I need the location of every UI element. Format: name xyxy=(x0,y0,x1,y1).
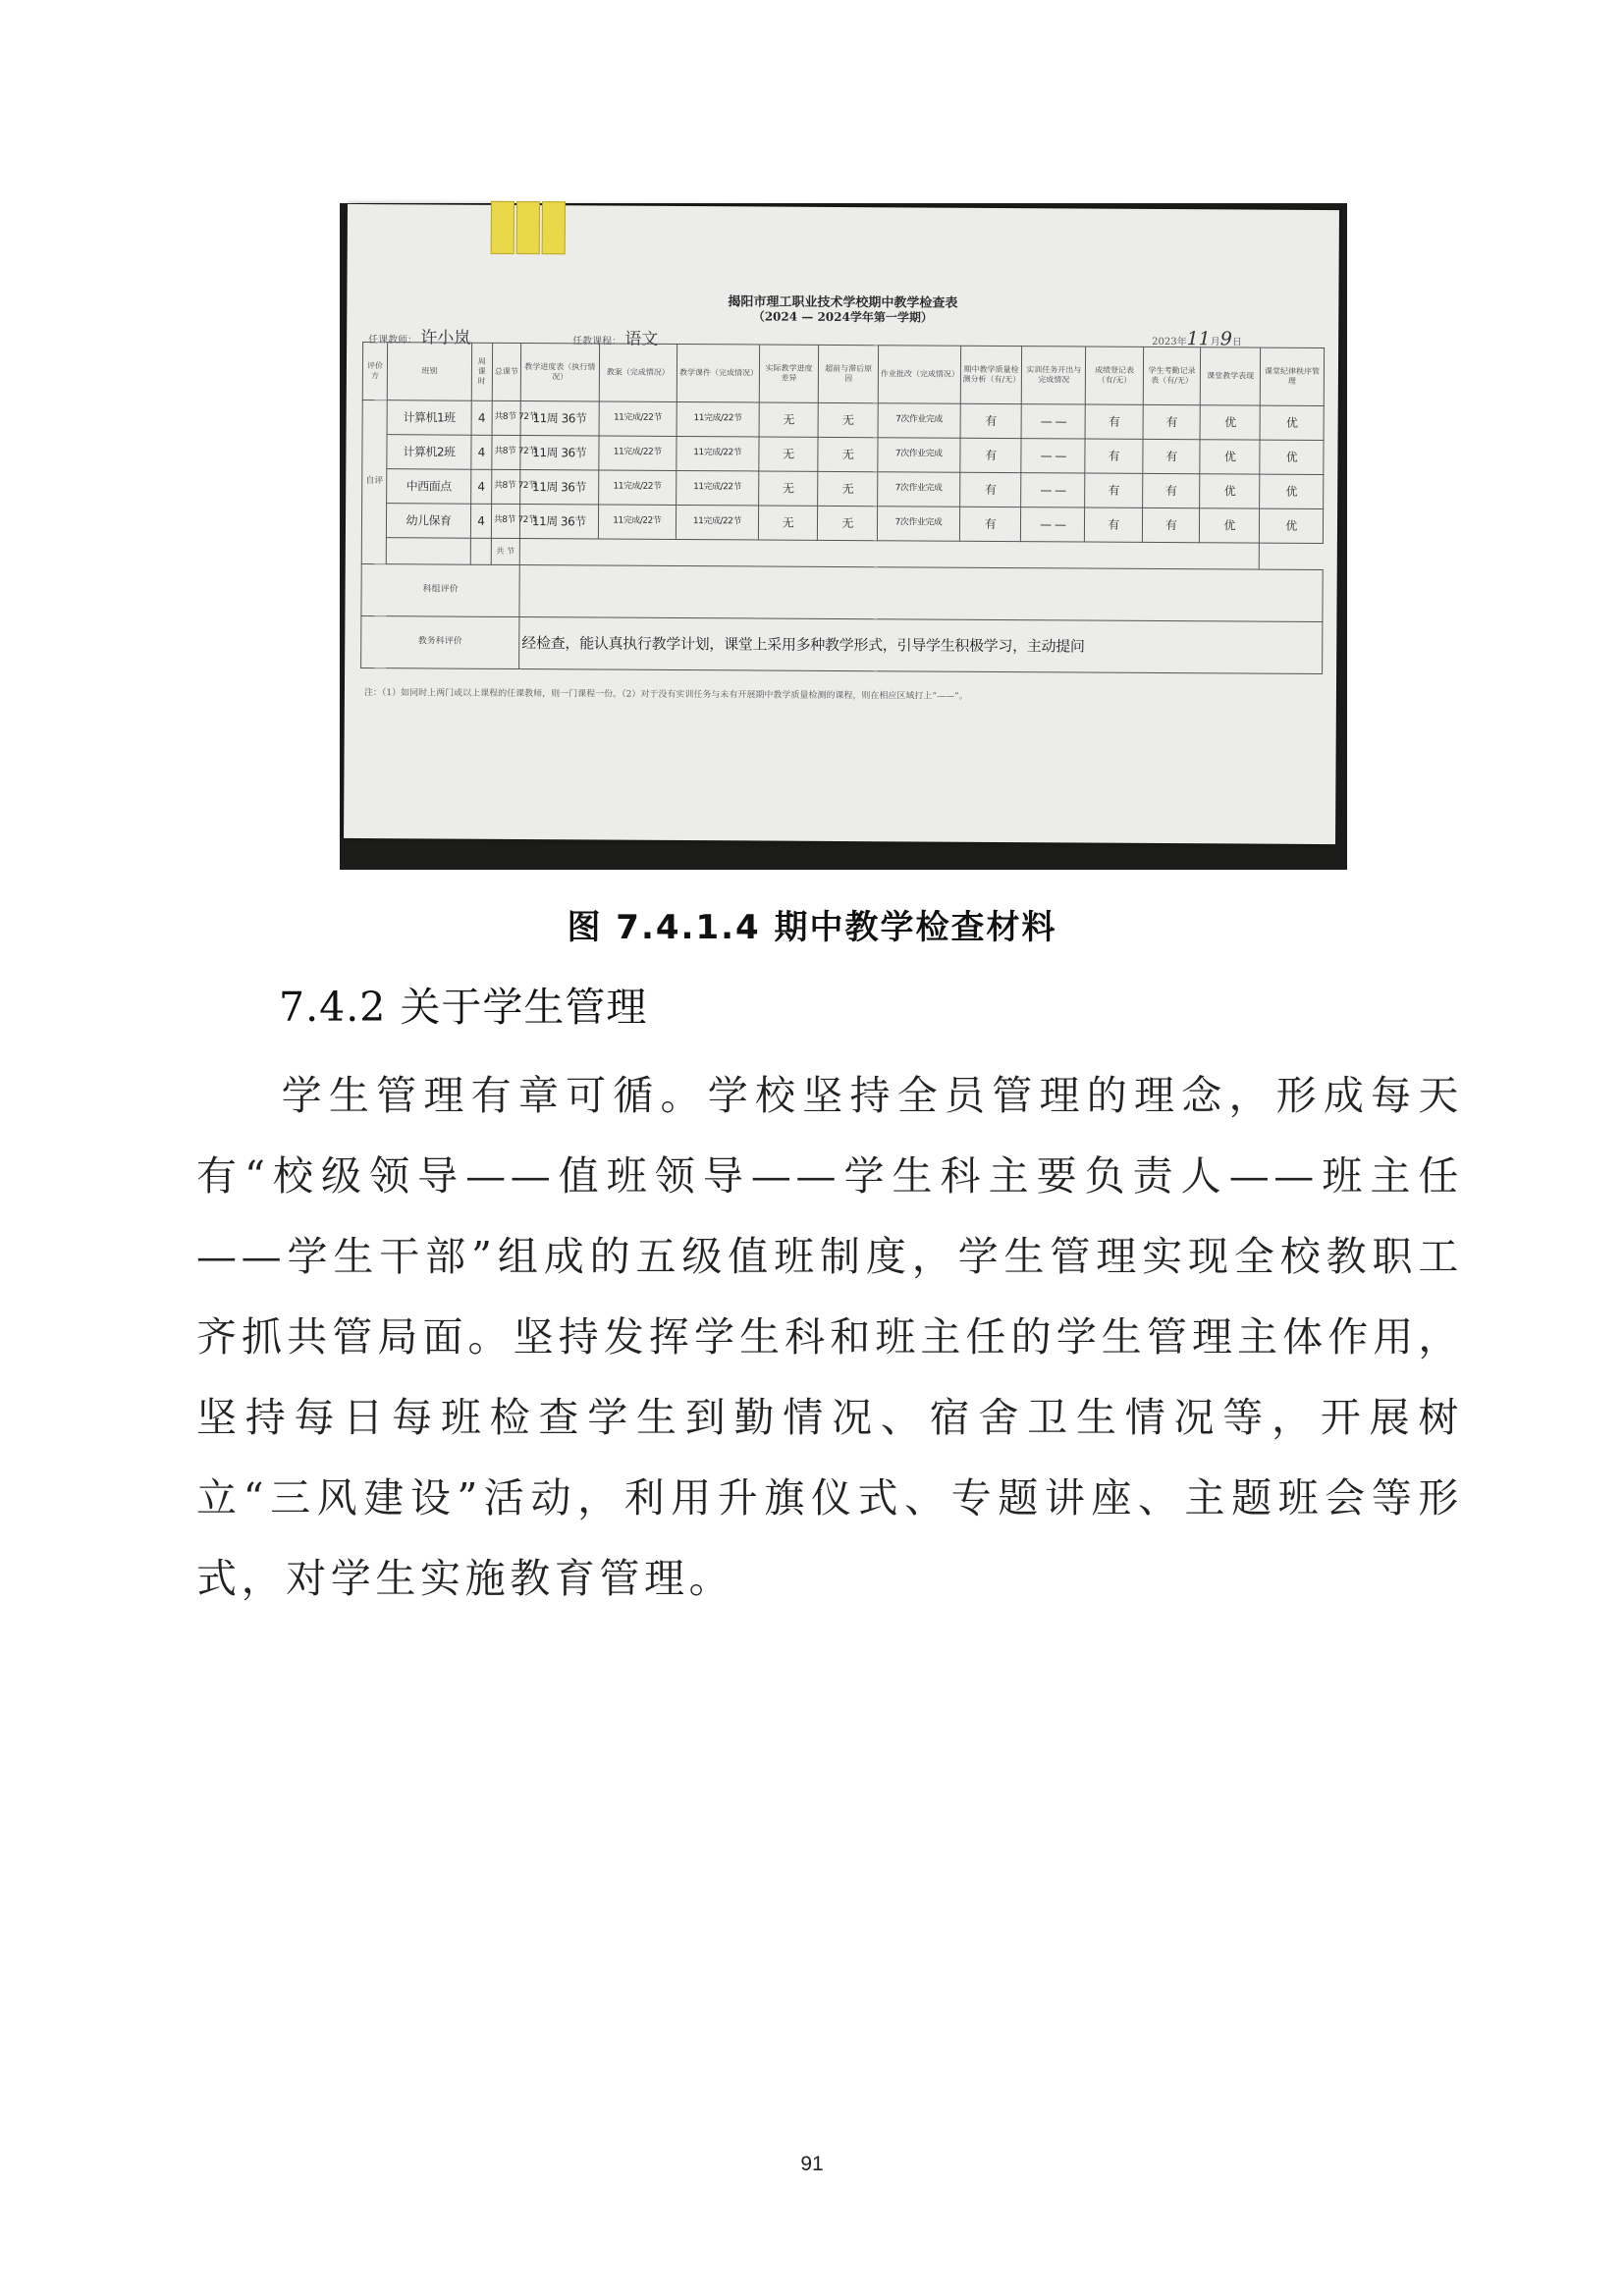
table-cell: 11周 36节 xyxy=(519,505,598,539)
table-cell: 无 xyxy=(759,437,819,471)
sheet-footnote: 注：（1）如同时上两门或以上课程的任课教师，则一门课程一份。（2）对于没有实训任务与未有开展期中教学质量检测的课程，则在相应区域打上“——”。 xyxy=(363,688,968,702)
table-cell: 有 xyxy=(960,403,1022,438)
table-cell: 优 xyxy=(1200,474,1260,508)
table-cell: 4 xyxy=(470,504,491,538)
table-cell: 优 xyxy=(1260,405,1324,440)
header-cell: 教学课件（完成情况） xyxy=(677,344,759,402)
header-cell: 作业批改（完成情况） xyxy=(878,346,960,404)
inspection-table xyxy=(360,342,1325,674)
table-cell: 有 xyxy=(959,438,1021,472)
table-cell: 优 xyxy=(1200,440,1260,474)
table-cell: 幼儿保育 xyxy=(387,504,471,539)
date-day: 9 xyxy=(1219,328,1232,350)
table-cell: 7次作业完成 xyxy=(878,438,960,473)
header-cell: 课堂纪律秩序管理 xyxy=(1260,347,1324,405)
header-cell: 实训任务开出与完成情况 xyxy=(1022,347,1086,404)
course-name: 语文 xyxy=(624,329,659,349)
sheet-title: 揭阳市理工职业技术学校期中教学检查表 xyxy=(728,294,958,311)
inspection-sheet xyxy=(344,204,1339,844)
table-cell xyxy=(386,538,470,565)
sheet-subtitle: （2024 — 2024学年第一学期） xyxy=(752,309,933,325)
header-cell: 周课时 xyxy=(471,343,492,400)
table-row xyxy=(362,469,1324,509)
header-cell: 超前与滞后原因 xyxy=(819,345,879,402)
table-cell: 优 xyxy=(1260,440,1324,474)
table-cell: 优 xyxy=(1259,508,1323,543)
table-row xyxy=(362,400,1324,441)
table-cell: 中西面点 xyxy=(387,469,471,505)
table-cell: 无 xyxy=(818,471,878,506)
table-cell: 4 xyxy=(470,469,491,504)
header-cell: 教学进度表（执行情况） xyxy=(520,344,599,401)
header-cell: 学生考勤记录表（有/无） xyxy=(1143,347,1201,404)
table-cell: 无 xyxy=(758,471,818,506)
table-cell: 有 xyxy=(1142,507,1200,542)
header-cell: 成绩登记表（有/无） xyxy=(1086,347,1144,404)
paragraph-text: 学生管理有章可循。学校坚持全员管理的理念，形成每天有“校级领导——值班领导——学生科主要负责人——班主任——学生干部”组成的五级值班制度，学生管理实现全校教职工齐抓共管局面。坚持发挥学生科和班主任的学生管理主体作用，坚持每日每班检查学生到勤情况、宿舍卫生情况等，开展树立“三风建设”活动，利用升旗仪式、专题讲座、主题班会等形式，对学生实施教育管理。 xyxy=(196,1072,1463,1602)
total-cell: 共 节 xyxy=(491,538,519,564)
table-cell: — — xyxy=(1021,404,1085,439)
header-cell: 评价方 xyxy=(362,343,387,400)
table-cell: 共8节 72节 xyxy=(491,469,519,504)
table-cell: 优 xyxy=(1260,474,1324,508)
date-month-label: 月 xyxy=(1210,337,1220,348)
table-cell: 无 xyxy=(759,402,819,437)
table-cell: — — xyxy=(1021,439,1085,473)
header-cell: 期中教学质量检测分析（有/无） xyxy=(960,346,1022,403)
table-cell: 有 xyxy=(1142,473,1200,507)
table-cell: 11完成/22节 xyxy=(598,505,677,539)
binder-clip xyxy=(542,201,566,254)
table-cell: 11完成/22节 xyxy=(598,436,677,470)
table-cell: 有 xyxy=(1143,439,1201,473)
table-cell: 共8节 72节 xyxy=(491,504,519,538)
figure-caption: 图 7.4.1.4 期中教学检查材料 xyxy=(567,908,1057,947)
table-cell: 4 xyxy=(471,400,492,435)
table-cell: 7次作业完成 xyxy=(877,507,959,542)
table-cell: 有 xyxy=(1085,439,1143,473)
dept-eval-label: 科组评价 xyxy=(361,564,519,617)
body-paragraph xyxy=(196,1055,1463,1619)
dept-eval-content xyxy=(519,564,1323,621)
header-cell: 课堂教学表现 xyxy=(1201,347,1261,405)
section-heading: 7.4.2 关于学生管理 xyxy=(279,984,648,1031)
table-cell: 11完成/22节 xyxy=(676,505,758,540)
table-cell: 11周 36节 xyxy=(520,436,599,470)
header-cell: 班别 xyxy=(387,343,471,401)
table-cell: 有 xyxy=(1085,507,1143,542)
office-eval-comment: 经检查，能认真执行教学计划，课堂上采用多种教学形式，引导学生积极学习，主动提问 xyxy=(519,616,1323,673)
dept-eval-row xyxy=(361,564,1323,622)
office-eval-label: 教务科评价 xyxy=(361,616,519,669)
table-cell: 11完成/22节 xyxy=(598,470,677,505)
binder-clip xyxy=(491,201,514,254)
table-cell: 11周 36节 xyxy=(520,470,599,505)
table-header-row xyxy=(362,343,1324,406)
table-cell: 无 xyxy=(818,506,878,540)
table-cell xyxy=(470,538,491,564)
table-cell: 11完成/22节 xyxy=(677,470,759,506)
table-cell: 有 xyxy=(1143,404,1201,439)
header-cell: 实际教学进度差异 xyxy=(759,345,819,402)
table-cell: 11完成/22节 xyxy=(677,436,759,471)
table-row xyxy=(362,435,1324,475)
table-cell: 无 xyxy=(758,506,818,540)
teacher-name: 许小岚 xyxy=(420,328,471,348)
table-cell: 11周 36节 xyxy=(520,401,599,436)
date-month: 11 xyxy=(1186,328,1211,350)
page-number: 91 xyxy=(800,2153,824,2175)
table-cell: 计算机2班 xyxy=(387,435,471,470)
table-cell: 无 xyxy=(818,402,878,437)
table-cell: 有 xyxy=(959,507,1021,541)
table-cell: 有 xyxy=(959,472,1021,507)
date-day-label: 日 xyxy=(1231,337,1242,348)
table-cell: 4 xyxy=(471,435,492,469)
table-cell: 共8节 72节 xyxy=(492,400,520,435)
table-row xyxy=(361,504,1323,544)
table-cell: 优 xyxy=(1200,405,1260,440)
table-cell: 7次作业完成 xyxy=(878,472,960,507)
evaluator-self-cell: 自评 xyxy=(361,400,387,564)
course-label: 任教课程： xyxy=(572,336,623,347)
table-cell: 11完成/22节 xyxy=(599,401,677,436)
table-cell: 计算机1班 xyxy=(387,400,471,436)
binder-clip xyxy=(516,201,540,254)
table-cell: 有 xyxy=(1085,473,1143,507)
office-eval-row xyxy=(361,616,1323,674)
teacher-label: 任课教师： xyxy=(368,335,418,347)
table-cell: — — xyxy=(1021,507,1085,542)
table-cell: 优 xyxy=(1200,508,1260,543)
table-cell: 无 xyxy=(818,437,878,471)
table-cell: 共8节 72节 xyxy=(492,435,520,469)
date-year: 2023年 xyxy=(1152,336,1187,348)
header-cell: 总课节 xyxy=(492,343,521,400)
table-cell: 7次作业完成 xyxy=(878,403,960,439)
table-cell: 11完成/22节 xyxy=(677,401,759,437)
table-cell: — — xyxy=(1021,473,1085,507)
header-cell: 教案（完成情况） xyxy=(599,344,677,401)
inspection-sheet-photo xyxy=(340,203,1347,870)
table-cell: 有 xyxy=(1085,404,1143,439)
